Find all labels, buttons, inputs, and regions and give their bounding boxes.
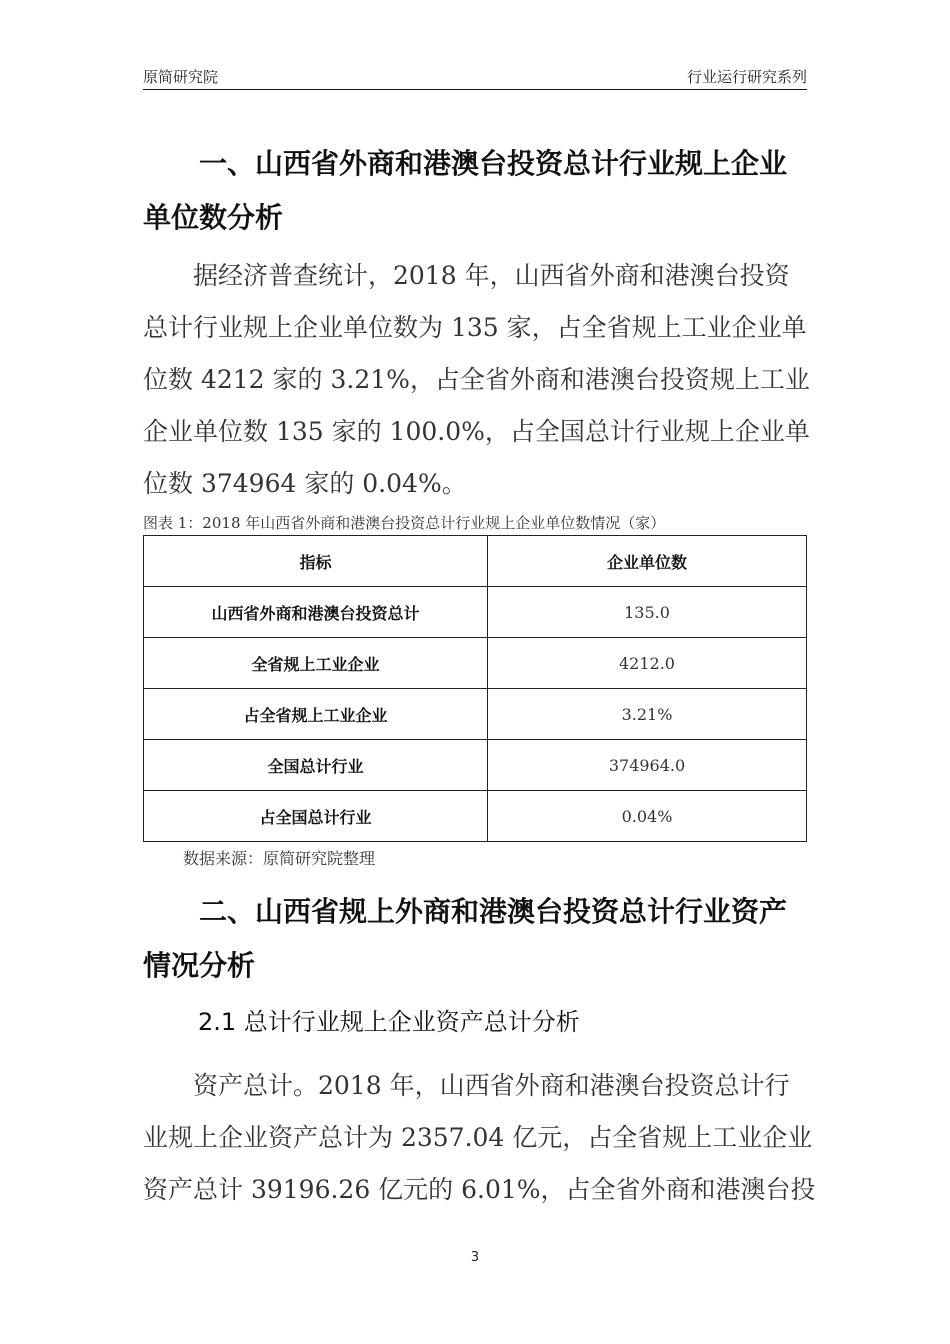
- table-caption: 图表 1：2018 年山西省外商和港澳台投资总计行业规上企业单位数情况（家）: [143, 514, 666, 532]
- paragraph-line: 资产总计。2018 年，山西省外商和港澳台投资总计行: [193, 1071, 790, 1100]
- section2-subheading: 2.1 总计行业规上企业资产总计分析: [198, 1008, 580, 1036]
- row-label: 占全省规上工业企业: [144, 689, 488, 740]
- section1-heading-line2: 单位数分析: [143, 201, 284, 234]
- section2-paragraph: [143, 1060, 816, 1216]
- column-header-count: 企业单位数: [488, 536, 807, 587]
- enterprise-count-table: [143, 535, 807, 842]
- table-source-note: 数据来源：原简研究院整理: [183, 849, 376, 868]
- table-row: [144, 638, 807, 689]
- row-value: 135.0: [488, 587, 807, 638]
- section1-heading: [143, 137, 807, 245]
- paragraph-line: 总计行业规上企业单位数为 135 家，占全省规上工业企业单: [143, 313, 807, 342]
- section1-paragraph: [143, 250, 810, 510]
- table-row: [144, 587, 807, 638]
- table-row: [144, 740, 807, 791]
- row-label: 占全国总计行业: [144, 791, 488, 842]
- paragraph-line: 位数 4212 家的 3.21%，占全省外商和港澳台投资规上工业: [143, 365, 810, 394]
- row-label: 山西省外商和港澳台投资总计: [144, 587, 488, 638]
- header-org-name: 原简研究院: [143, 68, 219, 86]
- header-divider: [143, 89, 807, 90]
- column-header-indicator: 指标: [144, 536, 488, 587]
- table-row: [144, 791, 807, 842]
- header-series-name: 行业运行研究系列: [686, 68, 807, 86]
- paragraph-line: 据经济普查统计，2018 年，山西省外商和港澳台投资: [193, 261, 790, 290]
- row-value: 374964.0: [488, 740, 807, 791]
- row-label: 全省规上工业企业: [144, 638, 488, 689]
- row-value: 4212.0: [488, 638, 807, 689]
- paragraph-line: 业规上企业资产总计为 2357.04 亿元，占全省规上工业企业: [143, 1123, 813, 1152]
- page-number: 3: [470, 1250, 480, 1265]
- section2-heading: [143, 885, 807, 993]
- section2-heading-line2: 情况分析: [143, 949, 256, 982]
- section1-heading-line1: 一、山西省外商和港澳台投资总计行业规上企业: [199, 147, 788, 180]
- paragraph-line: 企业单位数 135 家的 100.0%，占全国总计行业规上企业单: [143, 417, 810, 446]
- section2-heading-line1: 二、山西省规上外商和港澳台投资总计行业资产: [199, 895, 788, 928]
- row-label: 全国总计行业: [144, 740, 488, 791]
- paragraph-line: 位数 374964 家的 0.04%。: [143, 469, 467, 498]
- row-value: 0.04%: [488, 791, 807, 842]
- table-row: [144, 689, 807, 740]
- row-value: 3.21%: [488, 689, 807, 740]
- table-header-row: [144, 536, 807, 587]
- paragraph-line: 资产总计 39196.26 亿元的 6.01%，占全省外商和港澳台投: [143, 1175, 816, 1204]
